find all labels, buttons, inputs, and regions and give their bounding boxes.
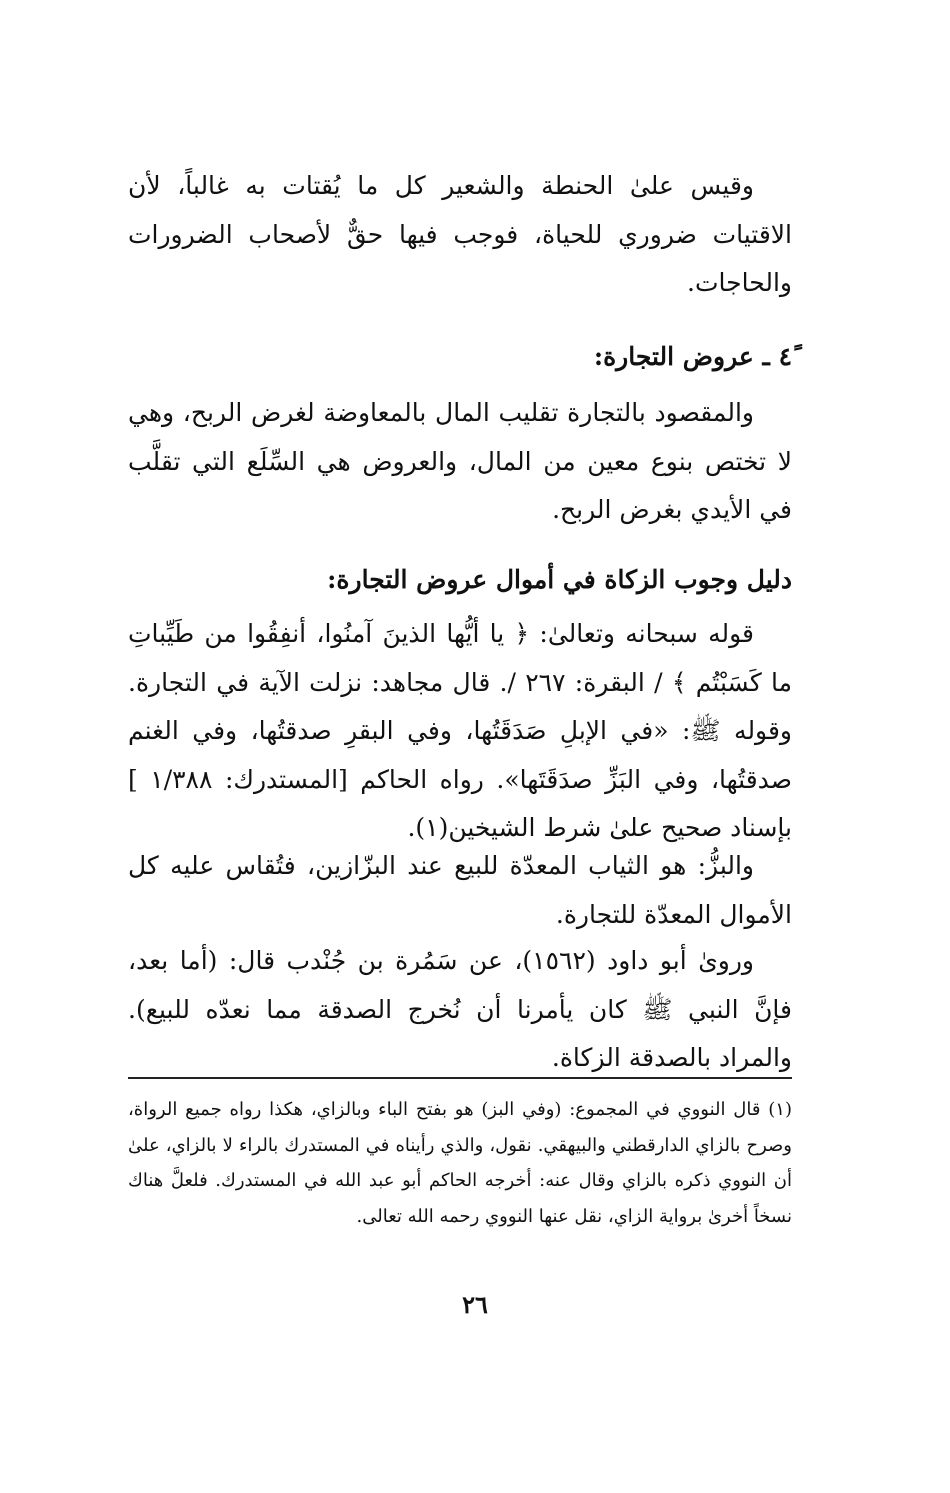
paragraph-trade-definition: والمقصود بالتجارة تقليب المال بالمعاوضة لغرض الربح، وهي لا تختص بنوع معين من المال، والعروض هي السِّلَع التي تقلَّب في الأيدي بغرض الربح. (128, 398, 792, 524)
paragraph-bazz-definition: والبزُّ: هو الثياب المعدّة للبيع عند البزّازين، فتُقاس عليه كل الأموال المعدّة للتجارة. (128, 851, 792, 929)
footnote-separator (128, 1077, 792, 1079)
page-number: ٢٦ (462, 1290, 488, 1319)
section-heading-trade-goods: ٤ً ـ عروض التجارة: (593, 342, 792, 371)
paragraph-abu-dawud-narration: وروىٰ أبو داود (١٥٦٢)، عن سَمُرة بن جُنْدب قال: (أما بعد، فإنَّ النبي ﷺ كان يأمرنا أن نُخرج الصدقة مما نعدّه للبيع). والمراد بالصدقة الزكاة. (128, 946, 792, 1072)
section-heading-evidence: دليل وجوب الزكاة في أموال عروض التجارة: (327, 565, 792, 594)
footnote: (١) قال النووي في المجموع: (وفي البز) هو بفتح الباء وبالزاي، هكذا رواه جميع الرواة، وصرح بالزاي الدارقطني والبيهقي. نقول، والذي رأيناه في المستدرك بالراء لا بالزاي، علىٰ أن النووي ذكره بالزاي وقال عنه: أخرجه الحاكم أبو عبد الله في المستدرك. فلعلَّ هناك نسخاً أخرىٰ برواية الزاي، نقل عنها النووي رحمه الله تعالى. (128, 1099, 792, 1227)
paragraph-staple-foods: وقيس علىٰ الحنطة والشعير كل ما يُقتات به غالباً، لأن الاقتيات ضروري للحياة، فوجب فيها حقٌّ لأصحاب الضرورات والحاجات. (128, 171, 792, 297)
paragraph-quran-hadith-evidence: قوله سبحانه وتعالىٰ: ﴿ يا أيُّها الذينَ آمنُوا، أنفِقُوا من طَيِّباتِ ما كَسَبْتُم ﴾ / البقرة: ٢٦٧ /. قال مجاهد: نزلت الآية في التجارة. وقوله ﷺ: «في الإبلِ صَدَقَتُها، وفي البقرِ صدقتُها، وفي الغنم صدقتُها، وفي البَزِّ صدَقَتَها». رواه الحاكم [المستدرك: ١/٣٨٨ ] بإسناد صحيح علىٰ شرط الشيخين(١). (128, 619, 793, 842)
